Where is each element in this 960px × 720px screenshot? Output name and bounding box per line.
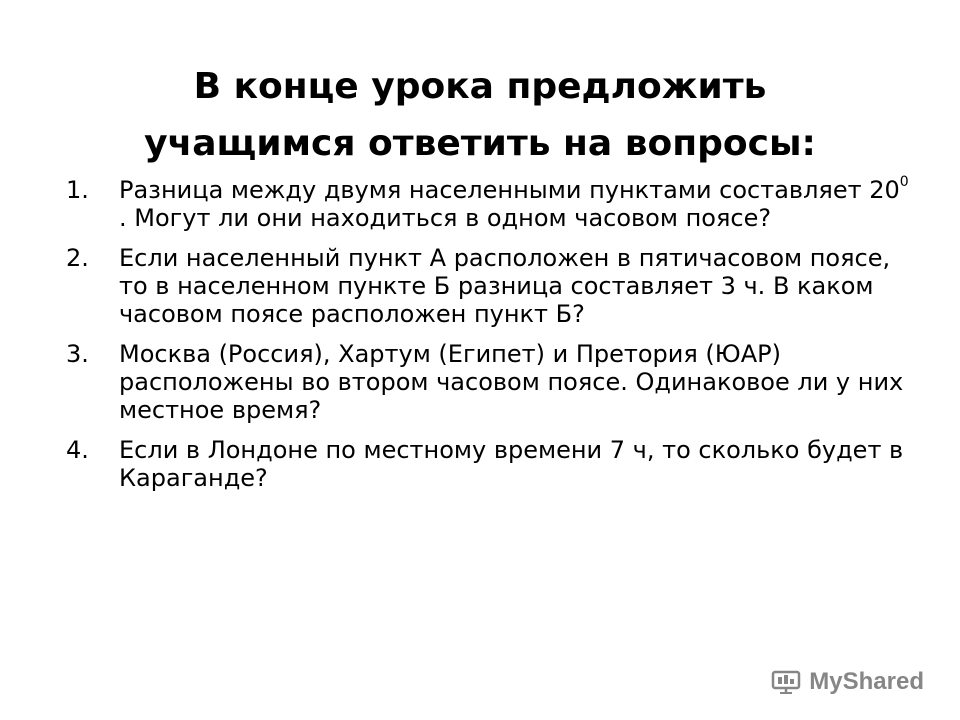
degree-superscript: 0 (899, 174, 909, 190)
slide-title (60, 58, 900, 172)
question-number: 2. (66, 244, 89, 272)
watermark-logo (771, 668, 924, 696)
question-text-part: . Могут ли они находиться в одном часовом поясе? (119, 204, 772, 232)
title-line-2: учащимся ответить на вопросы: (144, 123, 816, 165)
watermark-text: MyShared (809, 668, 924, 695)
title-line-1: В конце урока предложить (193, 66, 767, 108)
question-item-2 (66, 244, 916, 328)
question-list (66, 176, 916, 504)
question-text: Если населенный пункт А расположен в пятичасовом поясе, то в населенном пункте Б разница составляет 3 ч. В каком часовом поясе расположен пункт Б? (119, 244, 891, 328)
question-item-1 (66, 176, 916, 232)
question-number: 4. (66, 436, 89, 464)
question-number: 1. (66, 176, 89, 204)
presentation-screen-icon (771, 670, 801, 694)
question-text (119, 176, 909, 232)
question-number: 3. (66, 340, 89, 368)
question-text: Москва (Россия), Хартум (Египет) и Претория (ЮАР) расположены во втором часовом поясе. Одинаковое ли у них местное время? (119, 340, 904, 424)
question-text: Если в Лондоне по местному времени 7 ч, то сколько будет в Караганде? (119, 436, 904, 492)
question-item-4 (66, 436, 916, 492)
question-item-3 (66, 340, 916, 424)
question-text-part: Разница между двумя населенными пунктами составляет 20 (119, 176, 900, 204)
